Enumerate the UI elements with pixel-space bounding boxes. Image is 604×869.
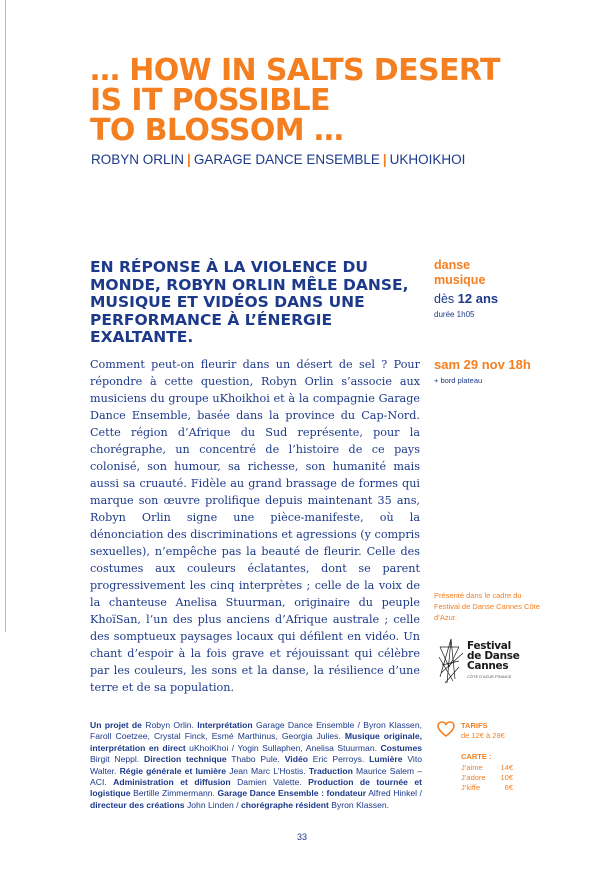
credit-role: chorégraphe résident [240, 799, 329, 810]
carte-row: J’adore 10€ [461, 773, 513, 782]
credit-names: Robyn Orlin. [141, 720, 198, 730]
credit-names: Thabo Pule. [226, 754, 285, 765]
heart-icon [437, 721, 455, 737]
page-title [90, 53, 560, 148]
credit-role: Direction technique [143, 754, 227, 765]
credit-role: directeur des créations [90, 799, 185, 810]
page-number: 33 [296, 832, 307, 842]
credit-names: Maurice Salem – ACI. [90, 765, 423, 788]
production-credits [90, 720, 422, 811]
credit-names: Damien Valette. [230, 777, 309, 788]
credit-band: UKHOIKHOI [389, 152, 466, 167]
carte-label: CARTE : [461, 752, 492, 761]
credit-role: Garage Dance Ensemble : fondateur [217, 788, 367, 799]
credit-names: John Linden / [184, 799, 241, 810]
credit-company: GARAGE DANCE ENSEMBLE [193, 152, 380, 167]
festival-logo-subtitle: CÔTE D’AZUR FRANCE [467, 674, 512, 679]
tarifs-range: de 12€ à 28€ [461, 731, 505, 740]
festival-note: Présenté dans le cadre du Festival de Danse Cannes Côte d’Azur. [434, 591, 540, 622]
genre-dance: danse [434, 258, 471, 272]
credit-role: Vidéo [284, 754, 308, 765]
credit-names: Alfred Hinkel / [366, 788, 423, 799]
age-rating [434, 291, 498, 306]
carte-row: J’kiffe 6€ [461, 783, 513, 792]
credit-choreographer: ROBYN ORLIN [91, 152, 185, 167]
carte-row: J’aime 14€ [461, 763, 513, 772]
credit-role: Interprétation [197, 720, 253, 730]
festival-logo [437, 637, 527, 687]
tarifs-label: TARIFS [461, 721, 488, 730]
credit-names: Bertille Zimmermann. [130, 788, 218, 799]
margin-rule [5, 0, 6, 632]
carte-list [461, 763, 513, 793]
credit-role: Costumes [380, 742, 422, 753]
credit-role: Un projet de [90, 720, 142, 730]
credit-role: Traduction [308, 765, 353, 776]
artist-credits [91, 152, 465, 167]
title-line: TO BLOSSOM … [90, 113, 344, 148]
duration: durée 1h05 [434, 310, 475, 319]
credit-names: Garage Dance Ensemble / Byron Klassen, Faroll Coetzee, Crystal Finck, Esmé Marthinus, Georgia Julies. [90, 720, 422, 742]
lead-paragraph: EN RÉPONSE À LA VIOLENCE DU MONDE, ROBYN ORLIN MÊLE DANSE, MUSIQUE ET VIDÉOS DANS UNE PERFORMANCE À L’ÉNERGIE EXALTANTE. [90, 258, 409, 346]
credit-separator: | [187, 152, 191, 167]
genre-tags [434, 258, 485, 288]
credit-role: Régie générale et lumière [119, 765, 227, 776]
performance-date: sam 29 nov 18h [434, 357, 531, 372]
credit-names: Byron Klassen. [328, 799, 390, 810]
body-text: Comment peut-on fleurir dans un désert de sel ? Pour répondre à cette question, Robyn Orlin s’associe aux musiciens du groupe uKhoikhoi et à la compagnie Garage Dance Ensemble, basée dans la province du Cap-Nord. Cette région d’Afrique du Sud représente, pour la chorégraphe, un concentré de l’histoire de ce pays colonisé, son humour, sa richesse, son humanité mais aussi sa cruauté. Fidèle au grand brassage de formes qui marque son œuvre prolifique depuis maintenant 35 ans, Robyn Orlin signe une pièce-manifeste, où la dénonciation des discriminations et agressions (y compris sexuelles), n’empêche pas la beauté de fleurir. Celle des costumes aux couleurs éclatantes, dont se parent progressivement les cinq interprètes ; celle de la voix de la chanteuse Anelisa Stuurman, originaire du peuple KhoïSan, l’un des plus anciens d’Afrique australe ; celle des somptueux paysages locaux qui défilent en vidéo. Un chant d’espoir à la fois grave et réjouissant qui célèbre par les couleurs, les sons et la danse, la résilience d’une terre et de sa population. [90, 358, 420, 694]
festival-logo-mark [437, 637, 467, 687]
credit-role: Production de tournée et logistique [90, 777, 423, 799]
credit-names: Eric Perroys. [307, 754, 370, 765]
after-show-talk: + bord plateau [434, 376, 483, 385]
credit-separator: | [382, 152, 387, 167]
credit-names: uKhoiKhoi / Yogin Sullaphen, Anelisa Stuurman. [185, 742, 381, 753]
credit-role: Musique originale, interprétation en direct [90, 731, 422, 753]
credit-role: Lumière [369, 754, 403, 765]
credit-names: Birgit Neppl. [90, 754, 144, 765]
credit-role: Administration et diffusion [113, 777, 231, 788]
genre-music: musique [434, 273, 486, 287]
title-line: IS IT POSSIBLE [90, 83, 330, 118]
credit-names: Jean Marc L’Hostis. [226, 765, 309, 776]
credit-names: Vito Walter. [90, 754, 422, 776]
age-value: 12 ans [457, 291, 499, 306]
title-line: … HOW IN SALTS DESERT [90, 53, 500, 88]
festival-logo-wordmark: Festival de Danse Cannes [467, 640, 520, 672]
age-prefix: dès [434, 292, 455, 306]
